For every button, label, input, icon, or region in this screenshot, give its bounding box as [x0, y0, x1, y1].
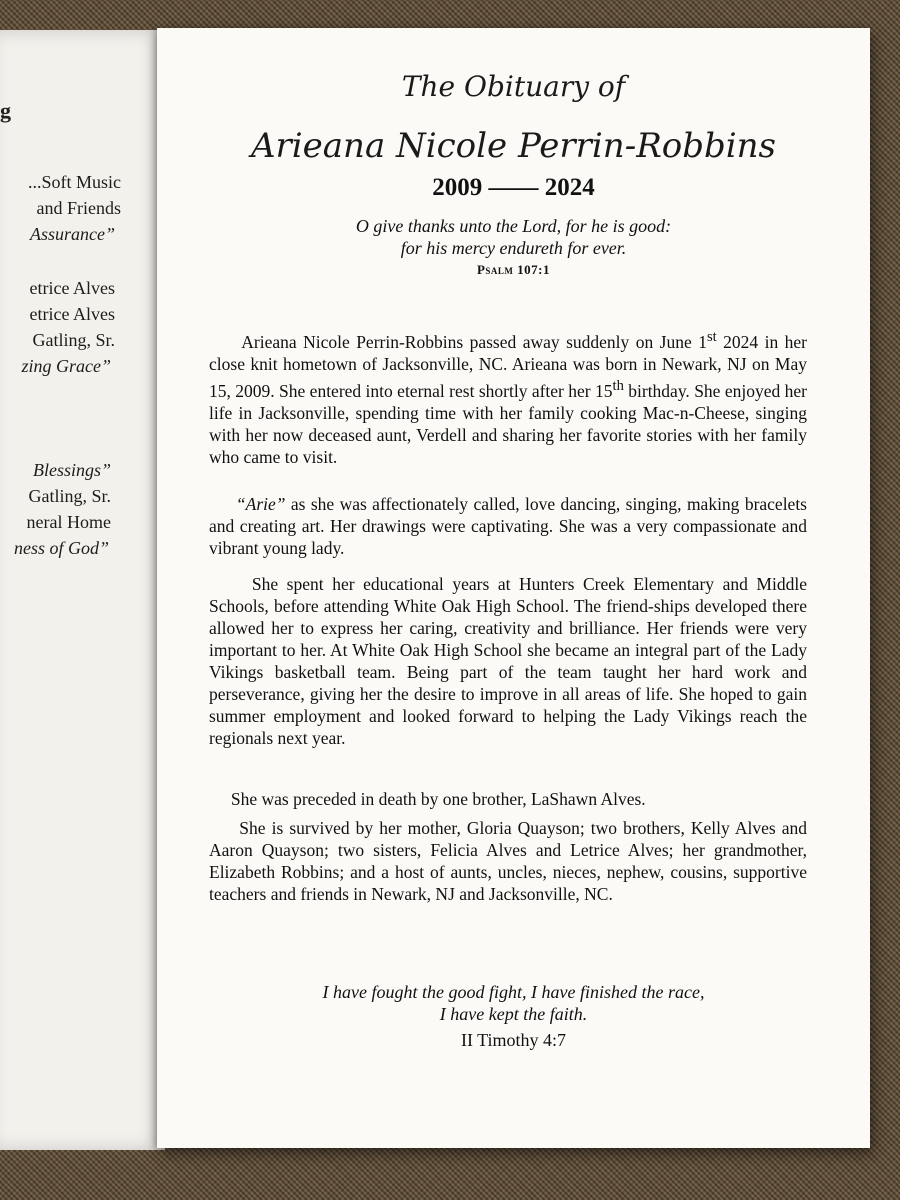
closing-verse-line: I have kept the faith. — [439, 1004, 588, 1024]
verse-line: O give thanks unto the Lord, for he is good: — [355, 216, 672, 236]
nickname: “Arie” — [235, 494, 286, 514]
obituary-page — [157, 28, 870, 1148]
verse-line: for his mercy endureth for ever. — [400, 238, 627, 258]
left-line: neral Home — [26, 512, 111, 532]
left-line: ...Soft Music — [27, 172, 121, 192]
obituary-paragraph — [209, 817, 807, 905]
left-page — [0, 30, 165, 1150]
obituary-paragraph — [209, 573, 807, 749]
verse-reference: Psalm 107:1 — [476, 262, 551, 277]
deceased-name: Arieana Nicole Perrin-Robbins — [250, 126, 777, 166]
paragraph-text: She was preceded in death by one brother, LaShawn Alves. — [230, 789, 646, 809]
paragraph-text: 2024 in her close knit hometown of Jacksonville, NC. Arieana was born in Newark, NJ on May 15, 2009. She entered into eternal rest shortly after her 15 — [209, 331, 808, 401]
paragraph-text: birthday. She enjoyed her life in Jacksonville, spending time with her family cooking Mac-n-Cheese, singing with her now deceased aunt, Verdell and sharing her favorite stories with her family who came to visit. — [209, 380, 807, 467]
closing-verse-reference: II Timothy 4:7 — [460, 1030, 567, 1050]
paragraph-text: as she was affectionately called, love dancing, singing, making bracelets and creating art. Her drawings were captivating. She was a very compassionate and vibrant young lady. — [209, 494, 807, 558]
left-line: etrice Alves — [29, 278, 115, 298]
left-line: etrice Alves — [29, 304, 115, 324]
obituary-paragraph — [209, 493, 807, 559]
left-heading-fragment: g — [0, 98, 11, 123]
paragraph-text: She spent her educational years at Hunters Creek Elementary and Middle Schools, before attending White Oak High School. The friend-ships developed there allowed her to express her caring, creativity and brilliance. Her friends were very important to her. At White Oak High School she became an integral part of the Lady Vikings basketball team. Being part of the team taught her hard work and perseverance, giving her the desire to improve in all areas of life. She hoped to gain summer employment and looked forward to helping the Lady Vikings reach the regionals next year. — [209, 574, 807, 748]
obituary-heading: The Obituary of — [401, 70, 626, 103]
ordinal-suffix: th — [612, 377, 624, 394]
left-line: Gatling, Sr. — [32, 330, 115, 350]
left-line: Assurance” — [30, 224, 115, 244]
paragraph-text: She is survived by her mother, Gloria Quayson; two brothers, Kelly Alves and Aaron Quayson; two sisters, Felicia Alves and Letrice Alves; her grandmother, Elizabeth Robbins; and a host of aunts, uncles, nieces, nephew, cousins, supportive teachers and friends in Newark, NJ and Jacksonville, NC. — [209, 818, 807, 904]
obituary-paragraph — [209, 326, 807, 468]
left-line: ness of God” — [13, 538, 109, 558]
left-line: Gatling, Sr. — [28, 486, 111, 506]
paragraph-text: Arieana Nicole Perrin-Robbins passed away suddenly on June 1 — [241, 331, 707, 352]
left-line: and Friends — [36, 198, 121, 218]
left-line: zing Grace” — [21, 356, 111, 376]
ordinal-suffix: st — [706, 329, 717, 345]
left-line: Blessings” — [32, 460, 111, 480]
closing-verse-line: I have fought the good fight, I have finished the race, — [322, 982, 705, 1002]
obituary-paragraph — [209, 788, 807, 810]
life-years: 2009 —— 2024 — [432, 174, 595, 201]
